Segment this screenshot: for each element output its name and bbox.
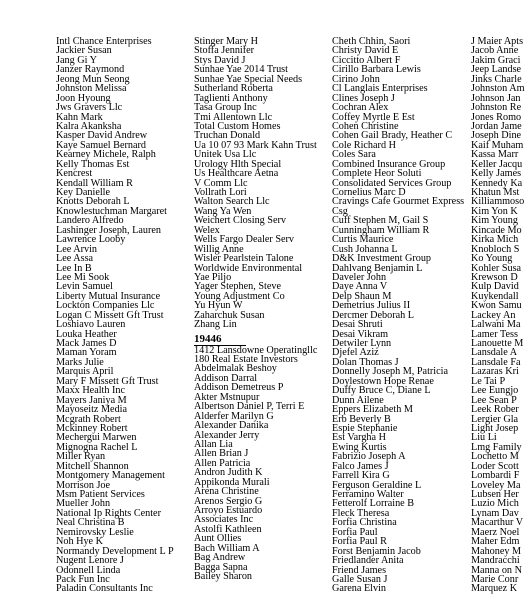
directory-entry: Killiammoso (471, 196, 525, 208)
directory-entry: Dunn Ailene (332, 394, 384, 406)
directory-entry: Lashinger Joseph, Lauren (56, 224, 161, 236)
directory-entry: Demetrius Julius II (332, 300, 411, 312)
directory-entry: Cravings Cafe Gourmet Express (332, 196, 465, 208)
directory-entry: Mitchell Shannon (56, 460, 129, 472)
directory-entry: Maman Yoram (56, 347, 117, 359)
directory-entry: Maxx Health Inc (56, 385, 126, 397)
directory-entry: Truchan Donald (194, 130, 261, 142)
directory-entry: Cirillo Barbara Lewis (332, 64, 421, 76)
directory-entry: Normandy Development L P (56, 545, 174, 557)
directory-entry: Knobloch S (471, 243, 520, 255)
directory-entry: Vollrath Lori (194, 187, 247, 198)
directory-entry: Le Tai P (471, 375, 506, 387)
zip-section-list (194, 346, 326, 582)
directory-entry: Zaharchuk Susan (194, 309, 265, 321)
directory-entry: Loder Scott (471, 460, 519, 472)
directory-entry: Christy David E (332, 45, 399, 57)
directory-entry: Falco James J (332, 460, 389, 472)
directory-entry: Kim Yon K (471, 205, 518, 217)
directory-entry: Tasa Group Inc (194, 102, 257, 114)
directory-entry: Fabrizio Joseph A (332, 451, 406, 463)
directory-entry: Joon Hyoung (56, 92, 111, 104)
directory-entry: Mack James D (56, 338, 117, 349)
directory-entry: Leek Rober (471, 404, 519, 416)
directory-entry: Dolan Thomas J (332, 356, 399, 368)
directory-entry: Dahlvang Benjamin L (332, 262, 423, 274)
directory-entry: Combined Insurance Group (332, 158, 446, 170)
directory-entry: Us Healthcare Aetna (194, 168, 279, 180)
directory-entry: Cirino John (332, 73, 380, 85)
directory-entry: Jordan Jame (471, 120, 522, 132)
directory-entry: Kohler Susa (471, 262, 522, 274)
directory-entry: Jeong Mun Seong (56, 73, 130, 85)
directory-entry: Lansdale A (471, 347, 518, 359)
directory-entry: Lawrence Looby (56, 234, 126, 246)
directory-entry: Kendall William R (56, 177, 133, 189)
directory-entry: Willig Anne (194, 243, 244, 255)
directory-entry: Kwon Samu (471, 300, 522, 312)
directory-entry: 1412 Lansdowne Operatingllc (194, 344, 318, 356)
directory-entry: Fetterolf Lorraine B (332, 498, 415, 510)
directory-entry: Knowlestuchman Margaret (56, 205, 167, 217)
directory-entry: Djefel Aziz (332, 347, 379, 359)
directory-entry: Mcgrath Robert (56, 413, 121, 425)
directory-entry: Kuykendall (471, 290, 519, 302)
directory-entry: Albertson Daniel P, Terri E (194, 401, 305, 413)
directory-entry: Lee Mi Sook (56, 271, 110, 283)
directory-entry: Friedlander Anita (332, 555, 404, 567)
directory-entry: Mandracchi (471, 555, 520, 567)
directory-entry: Cl Langlais Enterprises (332, 83, 428, 95)
directory-entry: Jakim Graci (471, 54, 521, 66)
directory-entry: Bag Andrew (194, 552, 246, 564)
directory-entry: Walton Search Llc (194, 196, 270, 208)
directory-entry: Jackier Susan (56, 45, 112, 57)
directory-entry: Miller Ryan (56, 451, 106, 463)
directory-entry: Addison Demetreus P (194, 382, 284, 394)
directory-entry: Nugent Lenore J (56, 555, 124, 567)
directory-entry: Wisler Pearlstein Talone (194, 253, 294, 265)
directory-entry: Mueller John (56, 498, 111, 510)
directory-entry: Joseph Dine (471, 130, 522, 142)
directory-entry: Liu Li (471, 432, 497, 444)
directory-entry: Arena Christine (194, 486, 259, 498)
directory-entry: Galle Susan J (332, 573, 388, 585)
directory-entry: Marie Conr (471, 573, 519, 585)
directory-entry: Marquis April (56, 366, 114, 378)
directory-entry: Noh Hye K (56, 536, 103, 548)
directory-entry: 180 Real Estate Investors (194, 354, 298, 365)
directory-entry: Kearney Michele, Ralph (56, 149, 156, 161)
directory-entry: Key Danielle (56, 187, 111, 198)
directory-entry: Mayoseitz Media (56, 404, 128, 416)
directory-entry: Dercmer Deborah L (332, 309, 415, 321)
directory-entry: Bagga Sapna (194, 561, 248, 573)
directory-entry: Mary F Missett Gft Trust (56, 375, 159, 387)
directory-entry: Worldwide Environmental (194, 262, 303, 274)
directory-entry: Lochetto M (471, 451, 519, 463)
directory-entry: Jang Gi Y (56, 54, 97, 66)
directory-entry: Desai Shruti (332, 319, 383, 331)
directory-entry: Cunningham William R (332, 224, 430, 236)
directory-entry: Allen Brian J (194, 448, 249, 460)
directory-entry: Ko Young (471, 253, 513, 265)
directory-entry: Intl Chance Enterprises (56, 36, 152, 47)
directory-entry: Sunhae Yae Special Needs (194, 73, 303, 85)
directory-entry: Macarthur V (471, 517, 524, 529)
directory-entry: Andron Judith K (194, 467, 263, 479)
directory-entry: Loveley Ma (471, 479, 521, 491)
directory-entry: Nemirovsky Leslie (56, 526, 134, 538)
directory-entry: Lombardi F (471, 470, 520, 482)
directory-entry: Fleck Theresa (332, 507, 390, 519)
directory-entry: Cuff Stephen M, Gail S (332, 215, 429, 227)
directory-entry: Sutherland Roberta (194, 83, 273, 95)
directory-entry: Liberty Mutual Insurance (56, 290, 161, 302)
directory-entry: Kulp David (471, 281, 519, 293)
directory-entry: Allen Patricia (194, 457, 251, 469)
directory-entry: Johnston Re (471, 102, 522, 114)
directory-entry: Erb Beverly B (332, 413, 391, 425)
directory-entry: Lee In B (56, 262, 92, 274)
directory-entry: Johnston Melissa (56, 83, 127, 95)
directory-entry: Bach William A (194, 542, 260, 554)
directory-entry: Kasper David Andrew (56, 130, 148, 142)
directory-entry: Loshiavo Lauren (56, 319, 126, 331)
directory-entry: V Comm Llc (194, 177, 248, 189)
directory-entry: J Maier Apts (471, 36, 524, 47)
directory-entry: Luzio Mich (471, 498, 519, 510)
directory-entry: Desai Vikram (332, 328, 389, 340)
directory-entry: Kelly James (471, 168, 522, 180)
directory-entry: Johnston Am (471, 83, 525, 95)
directory-entry: National Ip Rights Center (56, 507, 161, 519)
directory-entry: Ferramino Walter (332, 489, 404, 500)
directory-entry: Kahn Mark (56, 111, 103, 123)
directory-entry: Cush Johanna L (332, 243, 398, 255)
directory-entry: Complete Heor Soluti (332, 168, 422, 180)
directory-entry: Logan C Missett Gft Trust (56, 309, 164, 321)
directory-entry: Maher Edm (471, 536, 520, 548)
directory-entry: Mechergui Marwen (56, 432, 137, 444)
directory-entry: Cornelius Marc D (332, 187, 406, 198)
directory-column-3 (332, 37, 464, 594)
directory-entry: Unitek Usa Llc (194, 149, 257, 161)
directory-entry: Lalwani Ma (471, 319, 521, 331)
directory-entry: Taglienti Anthony (194, 92, 268, 104)
directory-entry: Kencrest (56, 168, 93, 180)
directory-entry: Welex (194, 224, 220, 236)
directory-entry: Arenos Sergio G (194, 495, 263, 507)
zip-code-heading: 19446 (194, 334, 246, 346)
directory-entry: Lanouette M (471, 338, 524, 349)
directory-entry: Eppers Elizabeth M (332, 404, 413, 416)
directory-entry: D&K Investment Group (332, 253, 432, 265)
directory-entry: Kincade Mo (471, 224, 522, 236)
directory-entry: Kassa Marr (471, 149, 519, 161)
directory-entry: Neal Christina B (56, 517, 125, 529)
directory-entry: Knotts Deborah L (56, 196, 130, 208)
directory-column-2-list (194, 37, 326, 330)
directory-entry: Espie Stephanie (332, 422, 398, 434)
directory-entry: Mignogna Rachel L (56, 441, 138, 453)
directory-entry: Kirka Mich (471, 234, 519, 246)
directory-entry: Landero Alfredo (56, 215, 124, 227)
directory-entry: Cohen Gail Brady, Heather C (332, 130, 453, 142)
directory-entry: Akter Mstnupur (194, 391, 260, 403)
directory-entry: Morrison Joe (56, 479, 111, 491)
directory-entry: Alderfer Marilyn G (194, 410, 274, 422)
directory-entry: Odonnell Linda (56, 564, 121, 576)
directory-entry: Young Adjustment Co (194, 290, 285, 302)
directory-entry: Forfia Paul R (332, 536, 387, 548)
directory-column-1 (56, 37, 188, 594)
directory-entry: Lackey An (471, 309, 516, 321)
directory-entry: Weichert Closing Serv (194, 215, 286, 227)
directory-entry: Lee Arvin (56, 243, 98, 255)
directory-entry: Lmg Family (471, 441, 522, 453)
directory-entry: Cole Richard H (332, 139, 396, 151)
directory-entry: Jinks Charle (471, 73, 522, 85)
directory-entry: Daye Anna V (332, 281, 388, 293)
directory-entry: Louka Heather (56, 328, 117, 340)
directory-entry: Lynam Dav (471, 507, 519, 519)
directory-entry: Montgomery Management (56, 470, 165, 482)
directory-entry: Consolidated Services Group (332, 177, 452, 189)
directory-entry: Donnelly Joseph M, Patricia (332, 366, 449, 378)
directory-entry: Alexander Danika (194, 420, 269, 432)
directory-entry: Sunhae Yae 2014 Trust (194, 64, 288, 76)
directory-entry: Est Vargha H (332, 432, 386, 444)
directory-entry: Cochran Alex (332, 102, 389, 114)
directory-entry: Detwiler Lynn (332, 338, 392, 349)
directory-entry: Forfia Christina (332, 517, 397, 529)
directory-entry: Associates Inc (194, 514, 254, 526)
directory-entry: Krewson D (471, 271, 518, 283)
directory-entry: Levin Samuel (56, 281, 113, 293)
directory-entry: Lubsen Her (471, 489, 519, 500)
directory-entry: Lee Eungjo (471, 385, 519, 397)
directory-entry: Ua 10 07 93 Mark Kahn Trust (194, 139, 317, 151)
directory-entry: Kelly Thomas Est (56, 158, 130, 170)
directory-entry: Kalra Akanksha (56, 120, 122, 132)
directory-column-4 (471, 36, 525, 594)
directory-entry: Friend James (332, 564, 387, 576)
directory-entry: Stinger Mary H (194, 36, 258, 47)
directory-entry: Coles Sara (332, 149, 376, 161)
directory-entry: Lee Assa (56, 253, 94, 265)
directory-entry: Arroyo Estuardo (194, 505, 263, 516)
directory-entry: Abdelmalak Beshoy (194, 363, 277, 375)
directory-entry: Lee Sean P (471, 394, 517, 406)
directory-entry: Urology Hlth Special (194, 158, 282, 170)
directory-entry: Msm Patient Services (56, 489, 145, 500)
directory-entry: Jeep Landse (471, 64, 522, 76)
directory-entry: Johnson Jan (471, 92, 521, 104)
directory-entry: Yager Stephen, Steve (194, 281, 281, 293)
directory-entry: Addison Darral (194, 372, 258, 384)
directory-entry: Kennedy Ka (471, 177, 523, 189)
directory-entry: Pack Fun Inc (56, 573, 110, 585)
directory-entry: Doylestown Hope Renae (332, 375, 434, 387)
directory-column-2 (194, 37, 326, 582)
directory-entry: Yu Hyun W (194, 300, 243, 312)
directory-entry: Total Custom Homes (194, 120, 281, 132)
directory-entry: Garena Elvin (332, 583, 387, 594)
directory-entry: Jacob Anne (471, 45, 519, 57)
directory-entry: Mckinney Robert (56, 422, 128, 434)
directory-entry: Forst Benjamin Jacob (332, 545, 421, 557)
directory-entry: Aunt Ollies (194, 533, 242, 545)
directory-entry: Mayers Janiya M (56, 394, 127, 406)
directory-entry: Clines Joseph J (332, 92, 395, 104)
directory-entry: Ewing Kurtis (332, 441, 387, 453)
directory-entry: Stys David J (194, 54, 246, 66)
directory-entry: Kaif Muham (471, 139, 524, 151)
directory-entry: Kim Young (471, 215, 518, 227)
directory-entry: Wang Ya Wen (194, 205, 252, 217)
directory-entry: Delp Shaun M (332, 290, 392, 302)
directory-entry: Tmi Allentown Llc (194, 111, 273, 123)
directory-entry: Cheth Chhin, Saori (332, 36, 411, 47)
directory-entry: Jws Gravers Llc (56, 102, 123, 114)
directory-entry: Bailey Sharon (194, 571, 253, 583)
directory-entry: Khatun Mst (471, 187, 520, 198)
directory-entry: Appikonda Murali (194, 476, 270, 488)
directory-entry: Allan Lia (194, 438, 233, 450)
directory-entry: Wells Fargo Dealer Serv (194, 234, 294, 246)
directory-entry: Csg (332, 205, 348, 217)
directory-entry: Maerz Noel (471, 526, 520, 538)
directory-entry: Duffy Bruce C, Diane L (332, 385, 431, 397)
directory-entry: Zhang Lin (194, 319, 237, 331)
directory-entry: Marquez K (471, 583, 518, 594)
directory-entry: Daveler John (332, 271, 387, 283)
directory-entry: Lazaras Kri (471, 366, 519, 378)
directory-entry: Mahoney M (471, 545, 522, 557)
directory-entry: Ciccitto Albert F (332, 54, 401, 66)
directory-entry: Kaye Samuel Bernard (56, 139, 146, 151)
directory-entry: Light Josep (471, 422, 519, 434)
directory-entry: Alexander Jerry (194, 429, 260, 441)
directory-entry: Keller Jacqu (471, 158, 523, 170)
directory-entry: Yae Piljo (194, 271, 232, 283)
directory-entry: Ferguson Geraldine L (332, 479, 422, 491)
directory-entry: Jones Romo (471, 111, 522, 123)
directory-entry: Astolfi Kathleen (194, 523, 262, 535)
directory-entry: Stoffa Jennifer (194, 45, 255, 57)
directory-entry: Lergier Gla (471, 413, 519, 425)
directory-entry: Forfia Paul (332, 526, 378, 538)
directory-entry: Janzer Raymond (56, 64, 125, 76)
directory-entry: Coffey Myrtle E Est (332, 111, 415, 123)
directory-entry: Cohen Christine (332, 120, 399, 132)
directory-entry: Paladin Consultants Inc (56, 583, 153, 594)
directory-entry: Farrell Kira G (332, 470, 390, 482)
directory-entry: Curtis Maurice (332, 234, 394, 246)
directory-entry: Marks Julie (56, 356, 104, 368)
directory-entry: Manna on N (471, 564, 522, 576)
directory-entry: Lansdale Fa (471, 356, 521, 368)
directory-entry: Lamer Tess (471, 328, 518, 340)
directory-entry: Lockton Companies Llc (56, 300, 155, 312)
